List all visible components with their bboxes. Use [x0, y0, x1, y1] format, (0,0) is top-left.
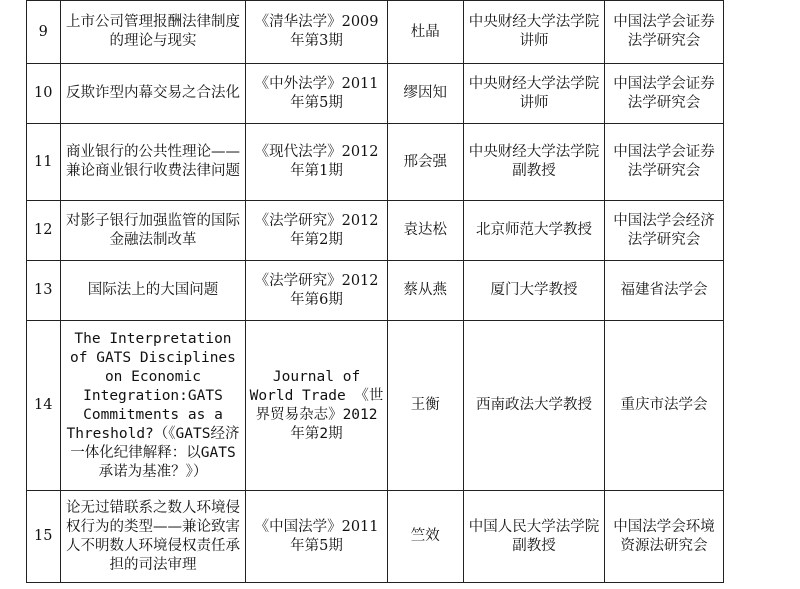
recommending-org: 福建省法学会 — [605, 261, 724, 321]
awards-table — [26, 0, 724, 583]
author: 竺效 — [387, 491, 463, 583]
row-number: 15 — [27, 491, 61, 583]
publication: 《中外法学》2011年第5期 — [246, 64, 387, 124]
author: 袁达松 — [387, 201, 463, 261]
author-unit: 北京师范大学教授 — [463, 201, 604, 261]
recommending-org: 中国法学会经济法学研究会 — [605, 201, 724, 261]
recommending-org: 中国法学会证券法学研究会 — [605, 1, 724, 64]
publication: Journal of World Trade 《世界贸易杂志》2012年第2期 — [246, 321, 387, 491]
row-number: 11 — [27, 124, 61, 201]
row-number: 12 — [27, 201, 61, 261]
row-number: 14 — [27, 321, 61, 491]
row-number: 13 — [27, 261, 61, 321]
author-unit: 中央财经大学法学院讲师 — [463, 64, 604, 124]
paper-title: 对影子银行加强监管的国际金融法制改革 — [60, 201, 246, 261]
author-unit: 中国人民大学法学院副教授 — [463, 491, 604, 583]
table-row — [27, 201, 724, 261]
recommending-org: 中国法学会证券法学研究会 — [605, 124, 724, 201]
author: 缪因知 — [387, 64, 463, 124]
recommending-org: 重庆市法学会 — [605, 321, 724, 491]
author-unit: 厦门大学教授 — [463, 261, 604, 321]
author: 杜晶 — [387, 1, 463, 64]
publication: 《中国法学》2011年第5期 — [246, 491, 387, 583]
publication: 《现代法学》2012年第1期 — [246, 124, 387, 201]
author: 王衡 — [387, 321, 463, 491]
publication: 《清华法学》2009年第3期 — [246, 1, 387, 64]
recommending-org: 中国法学会证券法学研究会 — [605, 64, 724, 124]
paper-title: The Interpretation of GATS Disciplines on Economic Integration:GATS Commitments as a Threshold?（《GATS经济一体化纪律解释：以GATS承诺为基准？》） — [60, 321, 246, 491]
paper-title: 国际法上的大国问题 — [60, 261, 246, 321]
paper-title: 商业银行的公共性理论——兼论商业银行收费法律问题 — [60, 124, 246, 201]
author: 蔡从燕 — [387, 261, 463, 321]
author-unit: 西南政法大学教授 — [463, 321, 604, 491]
paper-title: 反欺诈型内幕交易之合法化 — [60, 64, 246, 124]
publication: 《法学研究》2012年第6期 — [246, 261, 387, 321]
table-row — [27, 321, 724, 491]
row-number: 10 — [27, 64, 61, 124]
row-number: 9 — [27, 1, 61, 64]
table-row — [27, 1, 724, 64]
paper-title: 论无过错联系之数人环境侵权行为的类型——兼论致害人不明数人环境侵权责任承担的司法审理 — [60, 491, 246, 583]
author-unit: 中央财经大学法学院讲师 — [463, 1, 604, 64]
table-row — [27, 64, 724, 124]
publication: 《法学研究》2012年第2期 — [246, 201, 387, 261]
paper-title: 上市公司管理报酬法律制度的理论与现实 — [60, 1, 246, 64]
recommending-org: 中国法学会环境资源法研究会 — [605, 491, 724, 583]
table-row — [27, 124, 724, 201]
author: 邢会强 — [387, 124, 463, 201]
author-unit: 中央财经大学法学院副教授 — [463, 124, 604, 201]
table-row — [27, 261, 724, 321]
table-row — [27, 491, 724, 583]
